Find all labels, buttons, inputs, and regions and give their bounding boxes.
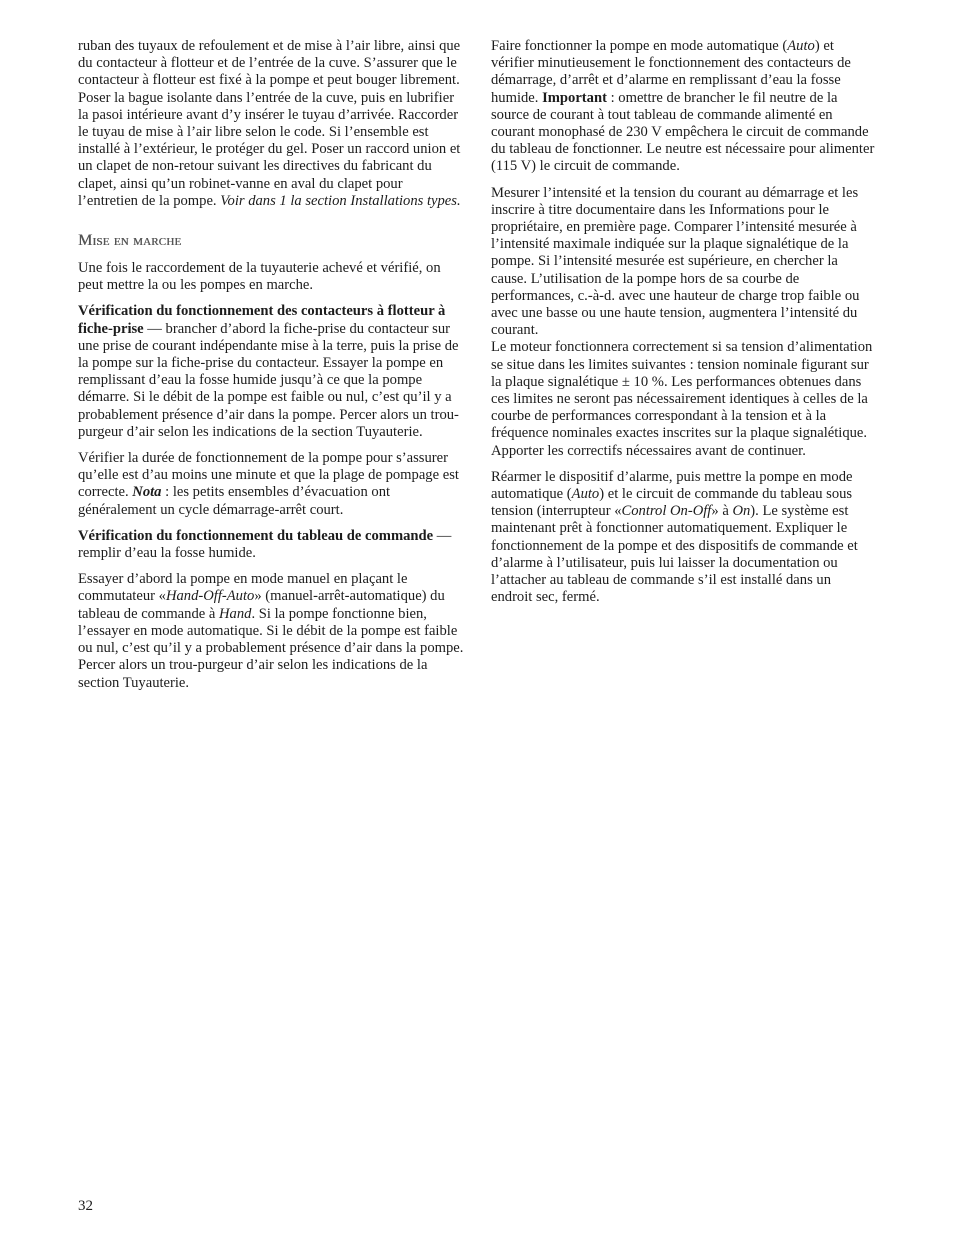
paragraph-current-measurement: Mesurer l’intensité et la tension du courant au démarrage et les inscrire à titre documentaire dans les Informations pour le propriétaire, en première page. Comparer l’intensité mesurée à l’intensité maximale indiquée sur la plaque signalétique de la pompe. Si l’intensité mesurée est supérieure, en chercher la cause. L’utilisation de la pompe hors de sa courbe de performances, c.-à-d. avec une hauteur de charge trop faible ou avec une basse ou une haute tension, augmentera l’intensité du courant. — [491, 184, 860, 339]
paragraph-text: ) et le circuit de commande du tableau sous tension (interrupteur « — [491, 486, 853, 520]
left-column — [78, 38, 466, 692]
mode-name: Auto — [571, 486, 600, 503]
important-label: Important — [542, 89, 607, 106]
switch-position: Hand — [219, 605, 252, 622]
paragraph-text: — remplir d’eau la fosse humide. — [78, 527, 452, 562]
paragraph-text: : les petits ensembles d’évacuation ont généralement un cycle démarrage-arrêt court. — [78, 484, 391, 518]
paragraph-piping-installation — [78, 38, 466, 210]
right-column — [491, 38, 875, 616]
paragraph-text: — brancher d’abord la fiche-prise du contacteur sur une prise de courant indépendante mise à la terre, puis la prise de la pompe sur la fiche-prise du contacteur. Essayer la pompe en remplissant d’eau la fosse humide jusqu’à ce que la pompe démarre. Si le débit de la pompe est faible ou nul, c’est qu’il y a probablement présence d’air dans la pompe. Percer alors un trou-purgeur d’air selon les indications de la section Tuyauterie. — [78, 320, 459, 440]
paragraph-text: Essayer d’abord la pompe en mode manuel en plaçant le commutateur « — [78, 571, 408, 605]
paragraph-auto-mode — [491, 38, 875, 176]
paragraph-voltage-limits: Le moteur fonctionnera correctement si sa tension d’alimentation se situe dans les limites suivantes : tension nominale figurant sur la plaque signalétique ± 10 %. Les performances obtenues dans ces limites ne seront pas nécessairement identiques à celles de la courbe de performances correspondant à la tension et à la fréquence nominales exactes inscrites sur la plaque signalétique. Apporter les correctifs nécessaires avant de continuer. — [491, 339, 873, 459]
paragraph-text: ruban des tuyaux de refoulement et de mise à l’air libre, ainsi que du contacteur à flotteur et de l’entrée de la cuve. S’assurer que le contacteur à flotteur est fixé à la pompe et peut bouger librement. Poser la bague isolante dans l’entrée de la cuve, puis en lubrifier la pasoi intérieure avant d’y insérer le tuyau d’arrivée. Raccorder le tuyau de mise à l’air libre selon le code. Si l’ensemble est installé à l’extérieur, le protéger du gel. Poser un raccord union et un clapet de non-retour suivant les directives du fabricant du clapet, ainsi qu’un robinet-vanne en aval du clapet pour l’entretien de la pompe. — [78, 38, 461, 209]
paragraph-text: : omettre de brancher le fil neutre de la source de courant à tout tableau de commande alimenté en courant monophasé de 230 V empêchera le circuit de commande du tableau de fonctionner. Le neutre est nécessaire pour alimenter (115 V) le circuit de commande. — [491, 89, 875, 175]
switch-name: Hand-Off-Auto — [165, 588, 255, 605]
section-heading-startup: Mise en marche — [78, 232, 182, 250]
paragraph-manual-mode — [78, 571, 466, 691]
nota-label: Nota — [132, 484, 162, 501]
paragraph-text: Réarmer le dispositif d’alarme, puis mettre la pompe en mode automatique ( — [491, 468, 853, 503]
paragraph-startup-intro: Une fois le raccordement de la tuyauterie achevé et vérifié, on peut mettre la ou les pompes en marche. — [78, 260, 441, 294]
switch-name: Control On-Off — [621, 503, 712, 520]
paragraph-control-panel-check — [78, 528, 466, 562]
paragraph-runtime-check — [78, 450, 466, 519]
paragraph-text: » (manuel-arrêt-automatique) du tableau de commande à — [78, 588, 445, 622]
section-reference: Voir dans 1 la section Installations types. — [220, 192, 461, 209]
paragraph-text: ) et vérifier minutieusement le fonctionnement des contacteurs de démarrage, d’arrêt et d’alarme en remplissant d’eau la fosse humide. — [491, 38, 851, 106]
paragraph-float-switch-check — [78, 303, 466, 441]
switch-position: On — [732, 503, 751, 520]
paragraph-alarm-reset — [491, 469, 875, 607]
paragraph-lead-bold: Vérification du fonctionnement du tableau de commande — [78, 527, 434, 544]
page-number: 32 — [78, 1198, 93, 1214]
paragraph-text: . Si la pompe fonctionne bien, l’essayer en mode automatique. Si le débit de la pompe est faible ou nul, c’est qu’il y a probablement présence d’air dans la pompe. Percer alors un trou-purgeur d’air selon les indications de la section Tuyauterie. — [78, 605, 464, 691]
mode-name: Auto — [787, 38, 815, 54]
paragraph-text: ). Le système est maintenant prêt à fonctionner automatiquement. Expliquer le fonctionnement de la pompe et des dispositifs de commande et d’alarme à l’utilisateur, puis lui laisser la documentation ou l’attacher au tableau de commande s’il est installé dans un endroit sec, fermé. — [491, 503, 858, 606]
paragraph-text: Faire fonctionner la pompe en mode automatique ( — [491, 38, 788, 54]
paragraph-lead-bold: Vérification du fonctionnement des contacteurs à flotteur à fiche-prise — [78, 303, 446, 337]
paragraph-text: » à — [711, 503, 733, 520]
paragraph-text: Vérifier la durée de fonctionnement de la pompe pour s’assurer qu’elle est d’au moins une minute et que la plage de pompage est correcte. — [78, 450, 459, 501]
